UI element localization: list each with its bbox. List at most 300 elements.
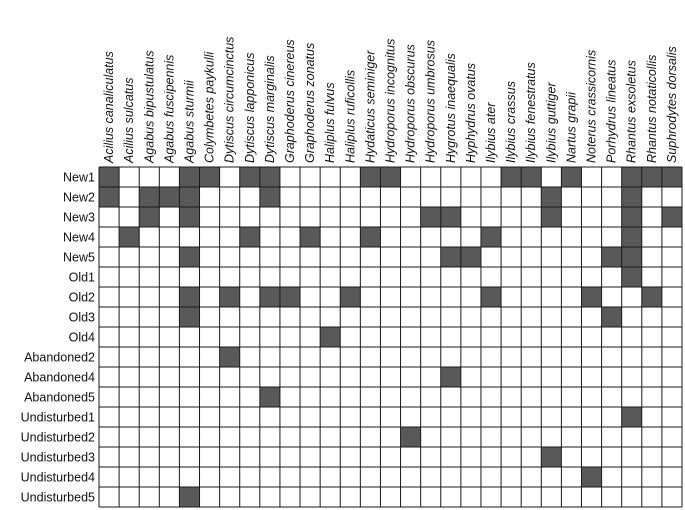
cell-absent [401, 487, 421, 507]
cell-absent [481, 367, 501, 387]
cell-absent [179, 367, 199, 387]
cell-absent [220, 467, 240, 487]
cell-absent [401, 307, 421, 327]
cell-absent [139, 247, 159, 267]
cell-absent [300, 387, 320, 407]
cell-absent [501, 307, 521, 327]
cell-absent [461, 367, 481, 387]
cell-absent [481, 187, 501, 207]
cell-absent [642, 247, 662, 267]
cell-absent [642, 427, 662, 447]
cell-absent [260, 307, 280, 327]
cell-present [622, 407, 642, 427]
cell-absent [642, 267, 662, 287]
cell-absent [421, 227, 441, 247]
cell-absent [541, 407, 561, 427]
cell-present [662, 167, 682, 187]
cell-absent [380, 347, 400, 367]
cell-absent [441, 187, 461, 207]
cell-absent [280, 407, 300, 427]
cell-absent [401, 407, 421, 427]
cell-absent [380, 487, 400, 507]
cell-absent [280, 167, 300, 187]
cell-present [501, 167, 521, 187]
cell-absent [340, 427, 360, 447]
cell-absent [561, 387, 581, 407]
cell-present [179, 307, 199, 327]
cell-present [561, 167, 581, 187]
cell-absent [481, 307, 501, 327]
cell-absent [179, 387, 199, 407]
cell-absent [441, 467, 461, 487]
row-label: New4 [63, 230, 95, 245]
cell-absent [260, 367, 280, 387]
cell-absent [481, 327, 501, 347]
cell-present [340, 287, 360, 307]
cell-absent [380, 367, 400, 387]
cell-absent [622, 487, 642, 507]
cell-absent [360, 407, 380, 427]
cell-absent [280, 267, 300, 287]
cell-absent [441, 347, 461, 367]
cell-present [320, 327, 340, 347]
cell-absent [159, 387, 179, 407]
cell-absent [541, 387, 561, 407]
cell-absent [421, 387, 441, 407]
cell-absent [240, 287, 260, 307]
cell-absent [240, 487, 260, 507]
cell-present [481, 287, 501, 307]
cell-absent [541, 347, 561, 367]
cell-absent [481, 267, 501, 287]
cell-absent [320, 407, 340, 427]
cell-absent [602, 367, 622, 387]
cell-absent [159, 407, 179, 427]
column-label: Noterus crassicornis [584, 49, 599, 163]
cell-absent [139, 367, 159, 387]
cell-present [441, 207, 461, 227]
cell-absent [441, 487, 461, 507]
cell-absent [461, 427, 481, 447]
cell-present [179, 167, 199, 187]
cell-absent [501, 467, 521, 487]
cell-absent [441, 407, 461, 427]
cell-absent [501, 427, 521, 447]
cell-absent [622, 287, 642, 307]
cell-absent [260, 227, 280, 247]
cell-absent [461, 167, 481, 187]
column-label: Dytiscus marginalis [262, 55, 277, 163]
cell-absent [220, 367, 240, 387]
cell-present [220, 287, 240, 307]
cell-absent [220, 167, 240, 187]
cell-absent [360, 247, 380, 267]
cell-present [622, 267, 642, 287]
cell-absent [461, 487, 481, 507]
cell-absent [360, 427, 380, 447]
cell-absent [360, 447, 380, 467]
cell-absent [119, 427, 139, 447]
cell-absent [320, 427, 340, 447]
cell-absent [541, 427, 561, 447]
row-label: New1 [63, 170, 95, 185]
cell-absent [300, 207, 320, 227]
cell-absent [521, 227, 541, 247]
column-label: Agabus fuscipennis [162, 54, 177, 163]
cell-present [200, 167, 220, 187]
row-label: Old3 [68, 310, 95, 325]
cell-absent [340, 167, 360, 187]
cell-absent [401, 447, 421, 467]
cell-absent [541, 287, 561, 307]
cell-present [541, 447, 561, 467]
row-label: Old1 [68, 270, 95, 285]
cell-present [179, 187, 199, 207]
cell-absent [220, 387, 240, 407]
cell-absent [380, 287, 400, 307]
cell-absent [642, 307, 662, 327]
cell-absent [501, 327, 521, 347]
cell-absent [421, 347, 441, 367]
cell-absent [561, 287, 581, 307]
cell-absent [401, 167, 421, 187]
cell-absent [481, 467, 501, 487]
cell-present [119, 227, 139, 247]
cell-absent [260, 447, 280, 467]
cell-absent [260, 247, 280, 267]
column-label: Ilybius crassus [504, 81, 519, 163]
cell-absent [642, 467, 662, 487]
cell-absent [300, 467, 320, 487]
cell-absent [501, 207, 521, 227]
cell-absent [481, 207, 501, 227]
cell-absent [200, 407, 220, 427]
cell-absent [200, 267, 220, 287]
cell-absent [200, 327, 220, 347]
column-label: Colymbetes paykulli [202, 51, 217, 163]
cell-present [481, 227, 501, 247]
cell-present [300, 227, 320, 247]
cell-absent [200, 427, 220, 447]
cell-absent [360, 287, 380, 307]
cell-absent [521, 207, 541, 227]
cell-absent [521, 487, 541, 507]
column-label: Acilius sulcatus [122, 77, 137, 163]
cell-absent [642, 407, 662, 427]
cell-absent [461, 407, 481, 427]
cell-absent [320, 447, 340, 467]
cell-absent [320, 347, 340, 367]
row-label: Abandoned4 [24, 370, 95, 385]
cell-absent [380, 247, 400, 267]
cell-absent [240, 447, 260, 467]
cell-absent [581, 267, 601, 287]
cell-present [240, 167, 260, 187]
cell-absent [99, 327, 119, 347]
cell-absent [561, 367, 581, 387]
cell-present [99, 187, 119, 207]
cell-present [602, 307, 622, 327]
cell-absent [320, 207, 340, 227]
cell-absent [139, 487, 159, 507]
cell-absent [139, 327, 159, 347]
cell-absent [602, 327, 622, 347]
cell-absent [602, 287, 622, 307]
cell-present [260, 287, 280, 307]
column-label: Dytiscus lapponicus [242, 52, 257, 163]
column-label: Graphoderus cinereus [282, 39, 297, 163]
cell-absent [340, 207, 360, 227]
cell-absent [602, 187, 622, 207]
cell-absent [99, 387, 119, 407]
cell-absent [159, 347, 179, 367]
column-label: Hyphydrus ovatus [463, 62, 478, 163]
cell-absent [280, 427, 300, 447]
cell-absent [220, 187, 240, 207]
cell-absent [139, 167, 159, 187]
cell-absent [521, 267, 541, 287]
cell-absent [521, 287, 541, 307]
cell-absent [340, 307, 360, 327]
cell-absent [561, 247, 581, 267]
cell-present [159, 187, 179, 207]
cell-absent [441, 447, 461, 467]
cell-absent [179, 467, 199, 487]
cell-present [240, 227, 260, 247]
cell-absent [240, 327, 260, 347]
cell-absent [501, 407, 521, 427]
cell-absent [340, 347, 360, 367]
cell-absent [541, 227, 561, 247]
cell-absent [99, 347, 119, 367]
cell-absent [581, 167, 601, 187]
cell-absent [602, 207, 622, 227]
cell-absent [602, 167, 622, 187]
cell-absent [581, 187, 601, 207]
cell-absent [260, 347, 280, 367]
cell-absent [421, 287, 441, 307]
cell-absent [220, 247, 240, 267]
cell-absent [159, 247, 179, 267]
cell-absent [642, 207, 662, 227]
cell-absent [662, 227, 682, 247]
cell-present [280, 287, 300, 307]
cell-absent [220, 487, 240, 507]
cell-absent [581, 367, 601, 387]
cell-absent [521, 307, 541, 327]
cell-absent [139, 387, 159, 407]
cell-absent [240, 427, 260, 447]
cell-absent [159, 307, 179, 327]
cell-present [441, 247, 461, 267]
cell-absent [501, 347, 521, 367]
cell-absent [521, 467, 541, 487]
cell-present [461, 247, 481, 267]
cell-absent [642, 487, 662, 507]
cell-absent [220, 427, 240, 447]
cell-absent [139, 447, 159, 467]
cell-absent [602, 347, 622, 367]
column-label: Haliplus fulvus [323, 82, 338, 163]
matrix-cells [99, 167, 682, 507]
cell-absent [260, 487, 280, 507]
cell-absent [521, 427, 541, 447]
cell-absent [541, 327, 561, 347]
column-label: Hydroporus incognitus [383, 38, 398, 163]
row-label: Old4 [68, 330, 95, 345]
cell-absent [200, 387, 220, 407]
cell-absent [622, 387, 642, 407]
cell-absent [541, 367, 561, 387]
cell-absent [421, 307, 441, 327]
cell-present [139, 187, 159, 207]
cell-absent [320, 287, 340, 307]
cell-absent [380, 207, 400, 227]
column-label: Agabus sturmii [182, 80, 197, 163]
cell-absent [179, 427, 199, 447]
cell-absent [401, 367, 421, 387]
column-label: Agabus bipustulatus [142, 50, 157, 163]
cell-present [179, 247, 199, 267]
cell-absent [340, 367, 360, 387]
cell-absent [421, 467, 441, 487]
cell-absent [99, 447, 119, 467]
cell-absent [320, 307, 340, 327]
cell-absent [501, 267, 521, 287]
cell-absent [662, 287, 682, 307]
cell-absent [380, 227, 400, 247]
cell-absent [200, 487, 220, 507]
cell-absent [340, 267, 360, 287]
cell-absent [380, 307, 400, 327]
cell-absent [401, 467, 421, 487]
cell-absent [340, 467, 360, 487]
cell-absent [119, 187, 139, 207]
cell-absent [642, 187, 662, 207]
cell-absent [441, 167, 461, 187]
column-label: Hydroporus umbrosus [423, 40, 438, 163]
cell-absent [662, 387, 682, 407]
cell-absent [380, 407, 400, 427]
cell-absent [380, 267, 400, 287]
cell-absent [240, 187, 260, 207]
cell-absent [441, 387, 461, 407]
column-label: Ilybius fenestratus [524, 62, 539, 163]
cell-absent [320, 247, 340, 267]
cell-absent [401, 227, 421, 247]
cell-absent [401, 267, 421, 287]
cell-absent [461, 207, 481, 227]
cell-absent [300, 427, 320, 447]
cell-absent [240, 347, 260, 367]
cell-absent [581, 407, 601, 427]
cell-absent [200, 207, 220, 227]
cell-absent [280, 247, 300, 267]
column-label: Ilybius ater [484, 102, 499, 163]
cell-absent [260, 467, 280, 487]
cell-present [380, 167, 400, 187]
cell-present [622, 247, 642, 267]
cell-absent [220, 267, 240, 287]
cell-absent [541, 167, 561, 187]
cell-absent [461, 227, 481, 247]
cell-absent [581, 347, 601, 367]
cell-absent [280, 307, 300, 327]
cell-present [360, 227, 380, 247]
cell-absent [461, 307, 481, 327]
cell-absent [380, 467, 400, 487]
cell-present [521, 167, 541, 187]
cell-present [99, 167, 119, 187]
cell-absent [602, 427, 622, 447]
cell-absent [340, 187, 360, 207]
cell-absent [642, 367, 662, 387]
cell-absent [99, 427, 119, 447]
cell-absent [179, 347, 199, 367]
cell-absent [340, 407, 360, 427]
cell-absent [481, 247, 501, 267]
cell-absent [300, 447, 320, 467]
cell-absent [541, 307, 561, 327]
cell-absent [179, 267, 199, 287]
cell-absent [401, 387, 421, 407]
cell-absent [441, 227, 461, 247]
cell-absent [119, 447, 139, 467]
column-label: Ilybius guttiger [544, 82, 559, 163]
cell-absent [662, 447, 682, 467]
cell-absent [280, 487, 300, 507]
cell-absent [280, 187, 300, 207]
cell-absent [421, 167, 441, 187]
cell-absent [360, 307, 380, 327]
cell-absent [119, 407, 139, 427]
cell-absent [360, 347, 380, 367]
cell-present [541, 207, 561, 227]
cell-absent [622, 367, 642, 387]
cell-absent [380, 427, 400, 447]
cell-absent [220, 207, 240, 227]
cell-absent [139, 227, 159, 247]
cell-absent [280, 447, 300, 467]
cell-absent [280, 347, 300, 367]
cell-present [642, 167, 662, 187]
cell-absent [501, 367, 521, 387]
cell-absent [602, 487, 622, 507]
cell-absent [320, 487, 340, 507]
cell-present [260, 187, 280, 207]
cell-absent [240, 407, 260, 427]
column-label: Haliplus ruficollis [343, 69, 358, 163]
cell-absent [380, 327, 400, 347]
cell-absent [521, 407, 541, 427]
cell-absent [360, 367, 380, 387]
cell-absent [421, 487, 441, 507]
cell-absent [119, 487, 139, 507]
cell-absent [602, 447, 622, 467]
cell-absent [541, 487, 561, 507]
cell-absent [159, 447, 179, 467]
column-label: Nartus grapii [564, 92, 579, 163]
cell-absent [622, 467, 642, 487]
cell-absent [300, 307, 320, 327]
cell-absent [159, 227, 179, 247]
cell-absent [320, 367, 340, 387]
cell-present [421, 207, 441, 227]
cell-absent [200, 447, 220, 467]
cell-absent [521, 347, 541, 367]
cell-absent [320, 227, 340, 247]
cell-absent [561, 207, 581, 227]
